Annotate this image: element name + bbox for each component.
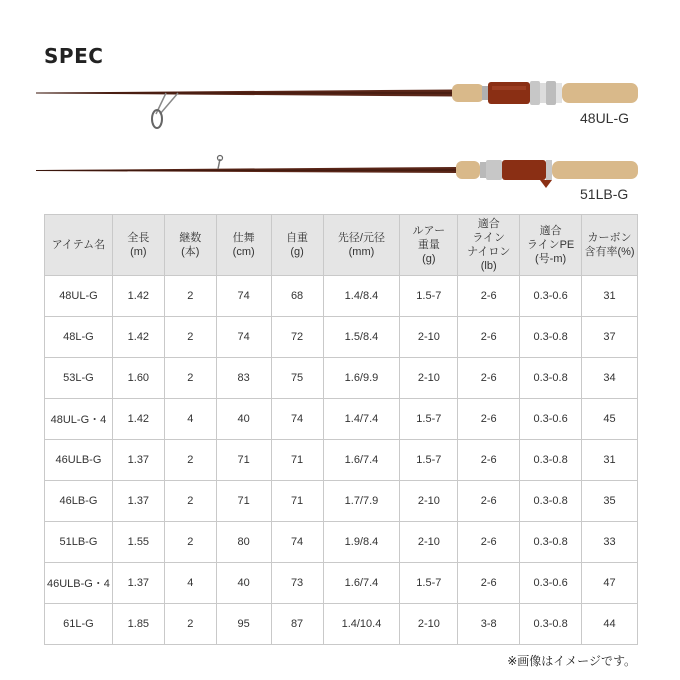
column-header: 自重 (g) — [271, 215, 323, 276]
table-cell: 31 — [582, 440, 638, 481]
table-cell: 95 — [216, 604, 271, 645]
table-cell: 31 — [582, 276, 638, 317]
table-cell: 83 — [216, 358, 271, 399]
column-header: 適合 ライン ナイロン (lb) — [458, 215, 520, 276]
table-cell: 1.42 — [112, 317, 164, 358]
table-cell: 1.5/8.4 — [323, 317, 400, 358]
table-row — [45, 358, 638, 399]
table-body — [45, 276, 638, 645]
table-cell: 1.4/7.4 — [323, 399, 400, 440]
rod-label-51lb-g: 51LB-G — [580, 186, 629, 202]
item-name-cell: 48L-G — [45, 317, 113, 358]
page-title: SPEC — [44, 44, 104, 68]
table-cell: 0.3-0.8 — [520, 358, 582, 399]
table-cell: 40 — [216, 563, 271, 604]
table-cell: 37 — [582, 317, 638, 358]
column-header: アイテム名 — [45, 215, 113, 276]
table-cell: 1.6/7.4 — [323, 440, 400, 481]
table-header-row — [45, 215, 638, 276]
item-name-cell: 51LB-G — [45, 522, 113, 563]
table-cell: 72 — [271, 317, 323, 358]
table-cell: 44 — [582, 604, 638, 645]
table-cell: 80 — [216, 522, 271, 563]
table-cell: 74 — [271, 522, 323, 563]
table-cell: 1.37 — [112, 481, 164, 522]
table-cell: 2 — [164, 440, 216, 481]
table-cell: 1.4/8.4 — [323, 276, 400, 317]
rod-image-48ul-g — [0, 74, 680, 134]
table-cell: 0.3-0.8 — [520, 317, 582, 358]
table-cell: 71 — [271, 481, 323, 522]
table-cell: 0.3-0.8 — [520, 604, 582, 645]
table-cell: 1.37 — [112, 440, 164, 481]
table-cell: 1.5-7 — [400, 399, 458, 440]
column-header: ルアー 重量 (g) — [400, 215, 458, 276]
table-cell: 2-6 — [458, 481, 520, 522]
column-header: 全長 (m) — [112, 215, 164, 276]
spinning-rod-illustration — [0, 74, 680, 134]
table-cell: 2-6 — [458, 276, 520, 317]
item-name-cell: 48UL-G — [45, 276, 113, 317]
table-cell: 1.42 — [112, 399, 164, 440]
table-row — [45, 604, 638, 645]
table-row — [45, 399, 638, 440]
table-cell: 3-8 — [458, 604, 520, 645]
table-cell: 71 — [271, 440, 323, 481]
table-cell: 2-6 — [458, 399, 520, 440]
table-cell: 4 — [164, 399, 216, 440]
baitcasting-rod-illustration — [0, 150, 680, 190]
rod-image-51lb-g — [0, 150, 680, 190]
table-row — [45, 440, 638, 481]
table-row — [45, 276, 638, 317]
column-header: 適合 ラインPE (号-m) — [520, 215, 582, 276]
table-cell: 2 — [164, 522, 216, 563]
table-cell: 74 — [271, 399, 323, 440]
table-cell: 2-10 — [400, 481, 458, 522]
table-cell: 40 — [216, 399, 271, 440]
table-cell: 1.37 — [112, 563, 164, 604]
table-cell: 2 — [164, 276, 216, 317]
table-cell: 0.3-0.8 — [520, 481, 582, 522]
table-cell: 2-10 — [400, 522, 458, 563]
table-cell: 1.6/7.4 — [323, 563, 400, 604]
table-cell: 4 — [164, 563, 216, 604]
table-cell: 2-6 — [458, 440, 520, 481]
table-cell: 2-6 — [458, 563, 520, 604]
column-header: 先径/元径 (mm) — [323, 215, 400, 276]
table-cell: 2-10 — [400, 358, 458, 399]
table-cell: 35 — [582, 481, 638, 522]
table-cell: 2-6 — [458, 358, 520, 399]
table-cell: 71 — [216, 481, 271, 522]
table-cell: 2 — [164, 317, 216, 358]
table-cell: 2 — [164, 358, 216, 399]
table-row — [45, 317, 638, 358]
table-cell: 1.55 — [112, 522, 164, 563]
table-cell: 2 — [164, 481, 216, 522]
table-cell: 1.4/10.4 — [323, 604, 400, 645]
table-cell: 87 — [271, 604, 323, 645]
table-cell: 1.5-7 — [400, 563, 458, 604]
item-name-cell: 46ULB-G・4 — [45, 563, 113, 604]
table-cell: 68 — [271, 276, 323, 317]
table-cell: 74 — [216, 317, 271, 358]
item-name-cell: 61L-G — [45, 604, 113, 645]
table-cell: 1.7/7.9 — [323, 481, 400, 522]
column-header: 仕舞 (cm) — [216, 215, 271, 276]
table-cell: 0.3-0.6 — [520, 563, 582, 604]
table-cell: 1.5-7 — [400, 440, 458, 481]
table-cell: 2-6 — [458, 522, 520, 563]
table-cell: 2-10 — [400, 604, 458, 645]
image-disclaimer-note: ※画像はイメージです。 — [507, 654, 636, 668]
table-cell: 45 — [582, 399, 638, 440]
table-row — [45, 481, 638, 522]
rod-label-48ul-g: 48UL-G — [580, 110, 630, 126]
item-name-cell: 46ULB-G — [45, 440, 113, 481]
table-cell: 34 — [582, 358, 638, 399]
table-cell: 75 — [271, 358, 323, 399]
table-cell: 0.3-0.8 — [520, 522, 582, 563]
table-cell: 1.9/8.4 — [323, 522, 400, 563]
item-name-cell: 46LB-G — [45, 481, 113, 522]
column-header: 継数 (本) — [164, 215, 216, 276]
table-cell: 71 — [216, 440, 271, 481]
table-cell: 1.42 — [112, 276, 164, 317]
table-cell: 2-6 — [458, 317, 520, 358]
table-cell: 1.85 — [112, 604, 164, 645]
table-cell: 1.6/9.9 — [323, 358, 400, 399]
table-cell: 0.3-0.6 — [520, 399, 582, 440]
spec-table — [44, 214, 638, 645]
column-header: カーボン 含有率(%) — [582, 215, 638, 276]
table-row — [45, 522, 638, 563]
table-cell: 0.3-0.8 — [520, 440, 582, 481]
table-cell: 2-10 — [400, 317, 458, 358]
item-name-cell: 53L-G — [45, 358, 113, 399]
table-cell: 47 — [582, 563, 638, 604]
table-cell: 2 — [164, 604, 216, 645]
item-name-cell: 48UL-G・4 — [45, 399, 113, 440]
table-cell: 33 — [582, 522, 638, 563]
table-cell: 1.5-7 — [400, 276, 458, 317]
table-cell: 74 — [216, 276, 271, 317]
table-cell: 0.3-0.6 — [520, 276, 582, 317]
table-row — [45, 563, 638, 604]
table-cell: 73 — [271, 563, 323, 604]
table-cell: 1.60 — [112, 358, 164, 399]
